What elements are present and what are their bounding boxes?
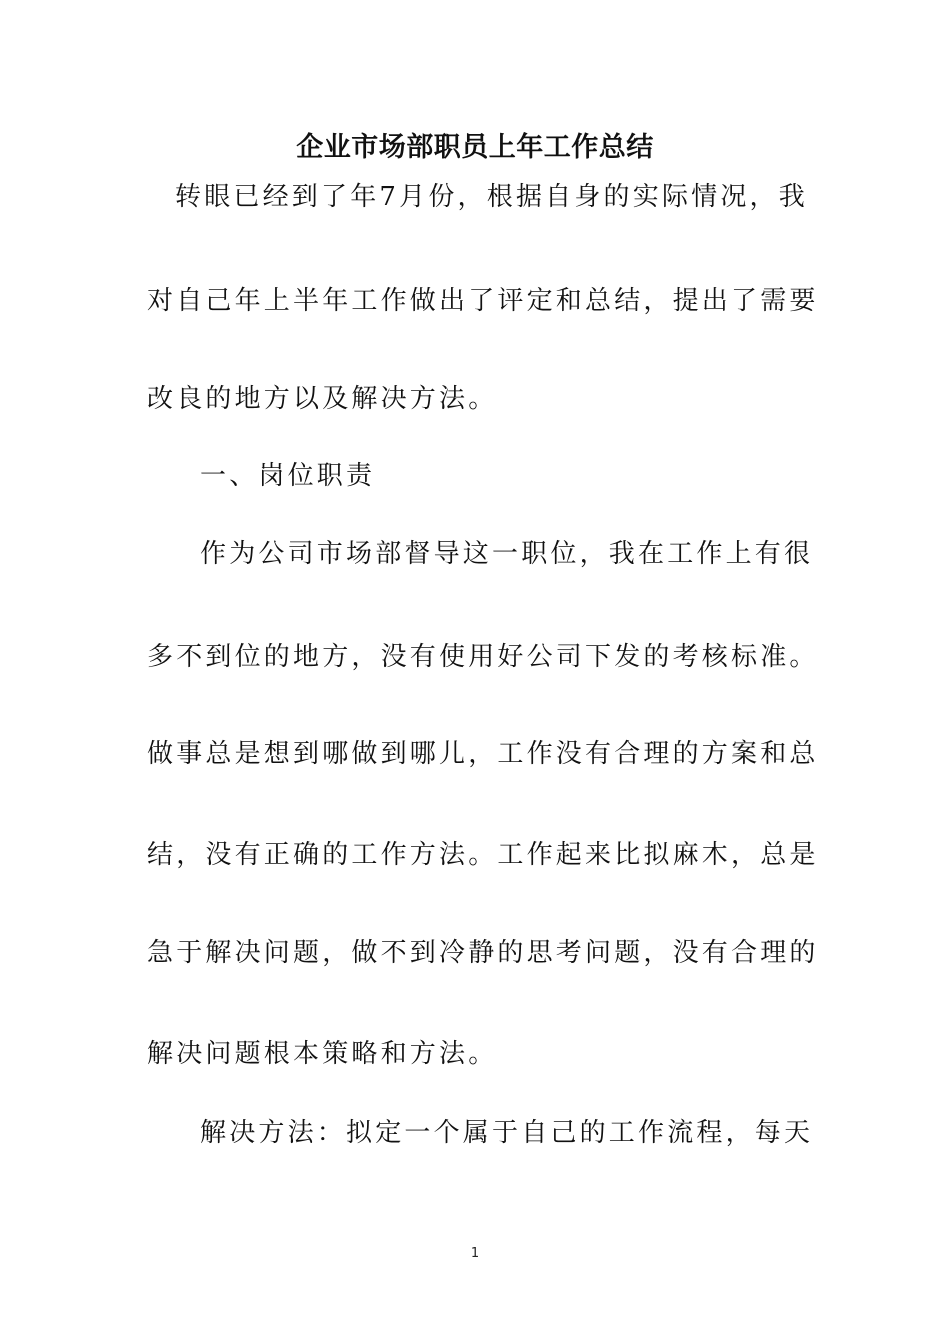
section-heading: 一、岗位职责 [200,461,376,491]
paragraph-line: 解决问题根本策略和方法。 [147,1039,498,1069]
page-number: 1 [470,1246,480,1261]
paragraph-line: 解决方法：拟定一个属于自己的工作流程，每天 [200,1118,814,1148]
paragraph-line: 急于解决问题，做不到冷静的思考问题，没有合理的 [147,938,819,968]
document-title: 企业市场部职员上年工作总结 [296,132,654,163]
paragraph-line: 多不到位的地方，没有使用好公司下发的考核标准。 [147,642,819,672]
paragraph-line: 改良的地方以及解决方法。 [147,384,498,414]
paragraph-line: 转眼已经到了年7月份，根据自身的实际情况，我 [175,182,808,212]
paragraph-line: 做事总是想到哪做到哪儿，工作没有合理的方案和总 [147,739,819,769]
paragraph-line: 作为公司市场部督导这一职位，我在工作上有很 [200,539,814,569]
paragraph-line: 对自己年上半年工作做出了评定和总结，提出了需要 [147,286,819,316]
paragraph-line: 结，没有正确的工作方法。工作起来比拟麻木，总是 [147,840,819,870]
